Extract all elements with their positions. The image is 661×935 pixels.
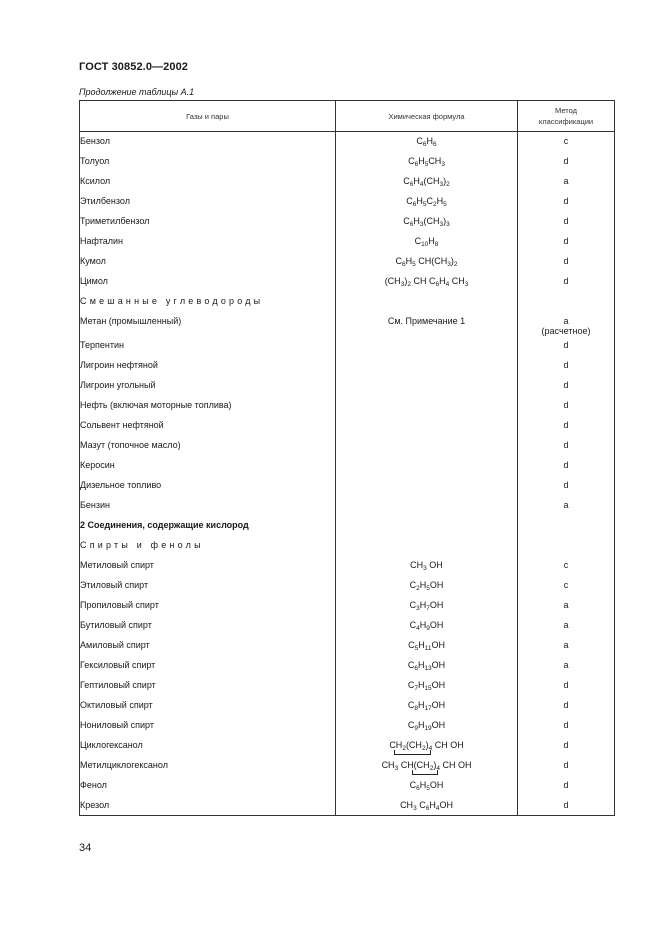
cell-method: [518, 172, 615, 192]
method-value: d: [563, 779, 569, 790]
cell-gas-name: Октиловый спирт: [80, 696, 336, 716]
cell-formula: [336, 312, 518, 336]
table-row: [80, 152, 615, 172]
formula-text: $C_3H_7OH$: [409, 599, 444, 612]
cell-formula: [336, 356, 518, 376]
table-row: [80, 312, 615, 336]
table-row: [80, 272, 615, 292]
method-value: a: [563, 315, 569, 326]
formula-text: $CH_3$ $C_6H_4OH$: [400, 799, 453, 812]
cell-formula: [336, 716, 518, 736]
cell-formula: [336, 496, 518, 516]
cell-formula: [336, 796, 518, 816]
cell-gas-name: Ксилол: [80, 172, 336, 192]
column-header-method: [518, 101, 615, 132]
table-row: [80, 716, 615, 736]
table-header-row: [80, 101, 615, 132]
cell-formula: [336, 376, 518, 396]
cell-method: [518, 556, 615, 576]
table-row: [80, 232, 615, 252]
cell-gas-name: Сольвент нефтяной: [80, 416, 336, 436]
table-row: [80, 756, 615, 776]
method-value: a: [563, 599, 569, 610]
cell-formula: [336, 556, 518, 576]
cell-gas-name: Триметилбензол: [80, 212, 336, 232]
cell-method: [518, 356, 615, 376]
cell-gas-name: 2 Соединения, содержащие кислород: [80, 516, 336, 536]
cell-method: [518, 312, 615, 336]
cell-formula: [336, 396, 518, 416]
gases-table: [79, 100, 615, 816]
method-value: c: [563, 559, 569, 570]
cell-method: [518, 336, 615, 356]
cell-method: [518, 796, 615, 816]
method-value: a: [563, 175, 569, 186]
cell-method: [518, 232, 615, 252]
method-value: d: [563, 379, 569, 390]
cell-method: [518, 656, 615, 676]
formula-text: $C_{10}H_8$: [414, 235, 439, 248]
page-number: 34: [79, 842, 92, 854]
cell-method: [518, 776, 615, 796]
cell-gas-name: Кумол: [80, 252, 336, 272]
cell-gas-name: Крезол: [80, 796, 336, 816]
cell-gas-name: Бензол: [80, 132, 336, 152]
method-value: d: [563, 155, 569, 166]
formula-text: $C_8H_{17}OH$: [407, 699, 446, 712]
document-title: ГОСТ 30852.0—2002: [79, 61, 189, 73]
cell-formula: [336, 776, 518, 796]
formula-text: $CH_3$ OH: [410, 559, 443, 572]
formula-text: $CH_3$ $CH(CH_2)_4$ CH OH: [382, 760, 472, 770]
table-row: [80, 192, 615, 212]
cell-gas-name: Циклогексанол: [80, 736, 336, 756]
method-value: d: [563, 399, 569, 410]
formula-text: $C_6H_5OH$: [409, 779, 444, 792]
formula-text: $C_6H_5C_2H_5$: [406, 195, 447, 208]
cell-formula: [336, 536, 518, 556]
method-value: c: [563, 136, 569, 146]
cell-method: [518, 596, 615, 616]
cell-gas-name: Нониловый спирт: [80, 716, 336, 736]
table-row: [80, 292, 615, 312]
method-value: d: [563, 339, 569, 350]
cell-gas-name: Цимол: [80, 272, 336, 292]
formula-text: См. Примечание 1: [387, 315, 466, 326]
cell-gas-name: Смешанные углеводороды: [80, 292, 336, 312]
table-row: [80, 396, 615, 416]
table-row: [80, 416, 615, 436]
cell-method: [518, 476, 615, 496]
cell-gas-name: Лигроин угольный: [80, 376, 336, 396]
cell-formula: [336, 576, 518, 596]
method-value: d: [563, 459, 569, 470]
cell-gas-name: Фенол: [80, 776, 336, 796]
table-row: [80, 252, 615, 272]
cell-formula: [336, 436, 518, 456]
cell-gas-name: Метилциклогексанол: [80, 756, 336, 776]
cell-method: [518, 436, 615, 456]
table-row: [80, 656, 615, 676]
cell-formula: [336, 696, 518, 716]
method-value: a: [563, 499, 569, 510]
cell-gas-name: Метан (промышленный): [80, 312, 336, 336]
cell-formula: [336, 736, 518, 756]
cell-method: [518, 272, 615, 292]
cell-method: [518, 292, 615, 312]
cell-formula: [336, 676, 518, 696]
cell-formula: [336, 232, 518, 252]
column-header-gases: Газы и пары: [80, 101, 336, 132]
cell-formula: [336, 616, 518, 636]
formula-text: $C_7H_{15}OH$: [407, 679, 446, 692]
cell-formula: [336, 636, 518, 656]
cell-method: [518, 456, 615, 476]
cell-gas-name: Бутиловый спирт: [80, 616, 336, 636]
formula-text: $C_2H_5OH$: [409, 579, 444, 592]
cell-method: [518, 376, 615, 396]
cell-formula: [336, 476, 518, 496]
cell-formula: [336, 192, 518, 212]
table-row: [80, 676, 615, 696]
cell-gas-name: Спирты и фенолы: [80, 536, 336, 556]
table-row: [80, 796, 615, 816]
method-value: d: [563, 275, 569, 286]
cell-method: [518, 516, 615, 536]
cell-gas-name: Керосин: [80, 456, 336, 476]
method-value: c: [563, 579, 569, 590]
table-row: [80, 536, 615, 556]
cell-gas-name: Бензин: [80, 496, 336, 516]
method-value: d: [563, 255, 569, 266]
cell-formula: [336, 656, 518, 676]
table-row: [80, 616, 615, 636]
cell-gas-name: Гептиловый спирт: [80, 676, 336, 696]
column-header-method-label: Метод классификации: [538, 106, 594, 126]
table-row: [80, 476, 615, 496]
table-row: [80, 596, 615, 616]
method-value: a: [563, 619, 569, 630]
formula-text: $CH_2(CH_2)_4$ CH OH: [389, 740, 463, 750]
method-value: d: [563, 195, 569, 206]
formula-text: $C_6H_3(CH_3)_3$: [403, 215, 450, 228]
formula-text: $C_6H_4(CH_3)_2$: [403, 175, 450, 188]
cell-gas-name: Метиловый спирт: [80, 556, 336, 576]
cell-method: [518, 756, 615, 776]
cell-gas-name: Гексиловый спирт: [80, 656, 336, 676]
cell-gas-name: Нафталин: [80, 232, 336, 252]
ring-bond-bracket: [394, 750, 430, 755]
table-row: [80, 736, 615, 756]
table-row: [80, 636, 615, 656]
method-value: a: [563, 659, 569, 670]
method-value: d: [563, 235, 569, 246]
table-row: [80, 132, 615, 152]
cell-gas-name: Толуол: [80, 152, 336, 172]
cell-formula: [336, 292, 518, 312]
method-note: (расчетное): [541, 325, 591, 336]
cell-method: [518, 252, 615, 272]
cell-formula: [336, 212, 518, 232]
cell-method: [518, 496, 615, 516]
formula-text: $C_6H_6$: [416, 136, 437, 148]
cell-gas-name: Этилбензол: [80, 192, 336, 212]
table-row: [80, 376, 615, 396]
cell-method: [518, 616, 615, 636]
method-value: d: [563, 759, 569, 770]
method-value: d: [563, 419, 569, 430]
method-value: d: [563, 439, 569, 450]
cell-method: [518, 396, 615, 416]
cell-formula: [336, 756, 518, 776]
cell-method: [518, 696, 615, 716]
method-value: d: [563, 699, 569, 710]
cell-formula: [336, 456, 518, 476]
cell-gas-name: Амиловый спирт: [80, 636, 336, 656]
cell-method: [518, 576, 615, 596]
cell-method: [518, 152, 615, 172]
table-row: [80, 696, 615, 716]
cell-formula: [336, 416, 518, 436]
method-value: d: [563, 719, 569, 730]
cell-formula: [336, 336, 518, 356]
cell-method: [518, 676, 615, 696]
method-value: d: [563, 799, 569, 810]
table-row: [80, 576, 615, 596]
table-row: [80, 356, 615, 376]
cell-method: [518, 736, 615, 756]
method-value: a: [563, 639, 569, 650]
table-row: [80, 456, 615, 476]
cell-gas-name: Мазут (топочное масло): [80, 436, 336, 456]
table-row: [80, 496, 615, 516]
formula-text: $C_5H_{11}OH$: [408, 639, 445, 652]
table-caption: Продолжение таблицы А.1: [79, 87, 195, 97]
cell-method: [518, 132, 615, 152]
cell-gas-name: Этиловый спирт: [80, 576, 336, 596]
cell-method: [518, 416, 615, 436]
table-row: [80, 556, 615, 576]
method-value: d: [563, 739, 569, 750]
formula-text: $C_9H_{19}OH$: [407, 719, 446, 732]
cell-formula: [336, 172, 518, 192]
method-value: d: [563, 479, 569, 490]
cell-method: [518, 536, 615, 556]
cell-gas-name: Нефть (включая моторные топлива): [80, 396, 336, 416]
method-value: d: [563, 359, 569, 370]
cell-formula: [336, 132, 518, 152]
table-row: [80, 336, 615, 356]
method-value: d: [563, 679, 569, 690]
cell-formula: [336, 516, 518, 536]
formula-text: $C_6H_{13}OH$: [407, 659, 446, 672]
cell-gas-name: Лигроин нефтяной: [80, 356, 336, 376]
method-value: d: [563, 215, 569, 226]
table-row: [80, 172, 615, 192]
table-row: [80, 516, 615, 536]
cell-method: [518, 716, 615, 736]
cell-gas-name: Дизельное топливо: [80, 476, 336, 496]
cell-method: [518, 212, 615, 232]
table-row: [80, 776, 615, 796]
table-row: [80, 436, 615, 456]
formula-text: $(CH_3)_2$ CH $C_6H_4$ $CH_3$: [384, 275, 469, 288]
cell-method: [518, 636, 615, 656]
cell-formula: [336, 272, 518, 292]
cell-gas-name: Терпентин: [80, 336, 336, 356]
cell-formula: [336, 252, 518, 272]
cell-formula: [336, 152, 518, 172]
cell-gas-name: Пропиловый спирт: [80, 596, 336, 616]
formula-text: $C_4H_9OH$: [409, 619, 444, 632]
column-header-formula: Химическая формула: [336, 101, 518, 132]
cell-method: [518, 192, 615, 212]
ring-bond-bracket: [412, 770, 439, 775]
formula-text: $C_6H_5$ $CH(CH_3)_2$: [395, 255, 458, 268]
cell-formula: [336, 596, 518, 616]
table-row: [80, 212, 615, 232]
formula-text: $C_6H_5CH_3$: [408, 155, 445, 168]
